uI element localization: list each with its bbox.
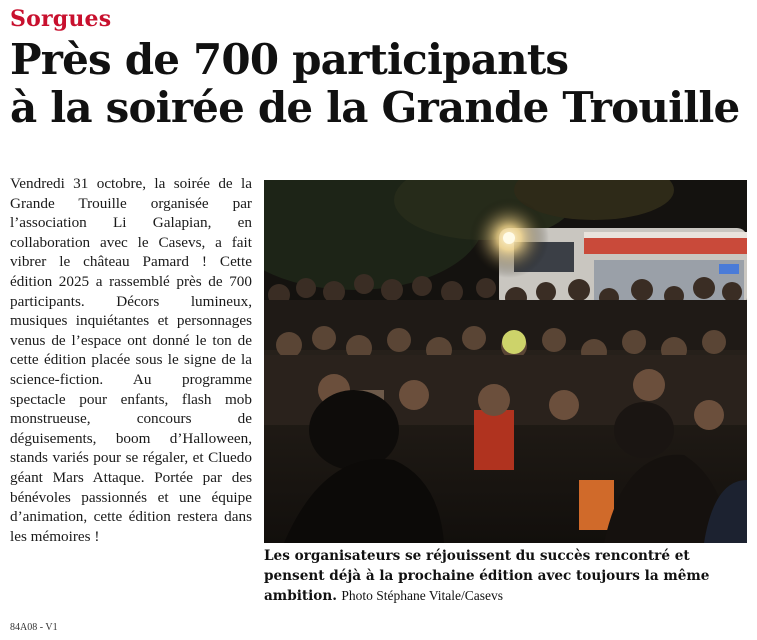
article-headline xyxy=(10,36,750,132)
page-folio: 84A08 - V1 xyxy=(10,622,58,633)
headline-line-1: Près de 700 participants xyxy=(10,35,569,84)
article-body: Vendredi 31 octobre, la soirée de la Grande Trouille organisée par l’association Li Galapian, en collaboration avec le Casevs, a fait vibrer le château Pamard ! Cette édition 2025 a rassemblé près de 700 participants. Décors lumineux, musiques inquiétantes et personnages venus de l’espace ont donné le ton de cette édition placée sous le signe de la science-fiction. Au programme spectacle pour enfants, flash mob monstrueuse, concours de déguisements, boom d’Halloween, stands variés pour se régaler, et Cluedo géant Mars Attaque. Portée par des bénévoles passionnés et une équipe d’animation, cette édition restera dans les mémoires ! xyxy=(10,175,252,545)
photo-credit: Photo Stéphane Vitale/Casevs xyxy=(341,588,503,603)
headline-line-2: à la soirée de la Grande Trouille xyxy=(10,83,740,132)
article-photo xyxy=(264,180,747,543)
caption-text: Les organisateurs se réjouissent du succès rencontré et pensent déjà à la prochaine édition avec toujours la même ambition. xyxy=(264,548,710,604)
night-crowd-photo xyxy=(264,180,747,543)
section-rubric: Sorgues xyxy=(10,6,112,32)
photo-caption xyxy=(264,546,748,606)
